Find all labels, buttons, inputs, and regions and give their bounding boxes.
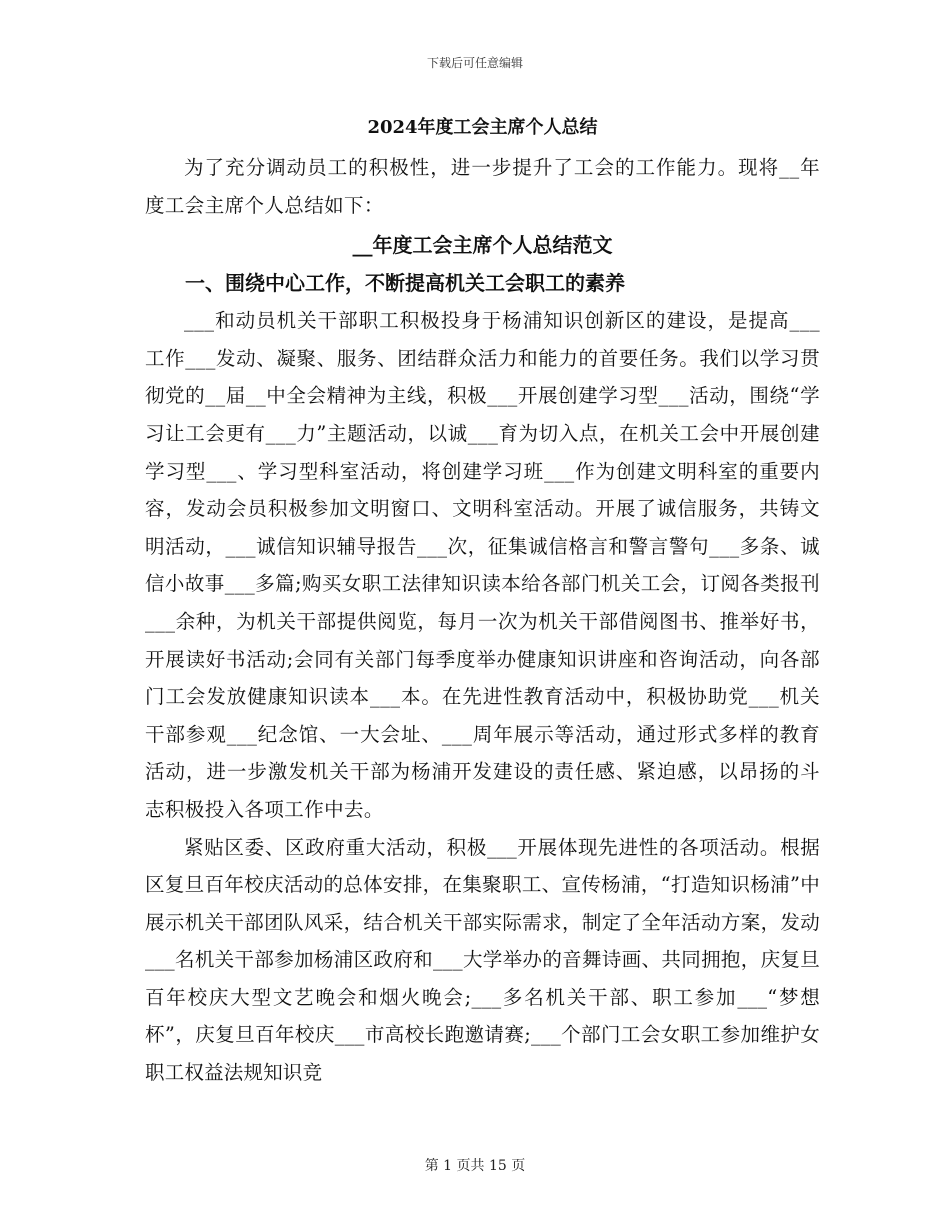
section-heading-1: 一、围绕中心工作，不断提高机关工会职工的素养 (185, 271, 625, 296)
body-paragraph-1: ___和动员机关干部职工积极投身于杨浦知识创新区的建设，是提高___工作___发动、凝聚、服务、团结群众活力和能力的首要任务。我们以学习贯彻党的__届__中全会精神为主线，积极___开展创建学习型___活动，围绕“学习让工会更有___力”主题活动，以诚___育为切入点，在机关工会中开展创建学习型___、学习型科室活动，将创建学习班___作为创建文明科室的重要内容，发动会员积极参加文明窗口、文明科室活动。开展了诚信服务，共铸文明活动，___诚信知识辅导报告___次，征集诚信格言和警言警句___多条、诚信小故事___多篇;购买女职工法律知识读本给各部门机关工会，订阅各类报刊___余种，为机关干部提供阅览，每月一次为机关干部借阅图书、推举好书，开展读好书活动;会同有关部门每季度举办健康知识讲座和咨询活动，向各部门工会发放健康知识读本___本。在先进性教育活动中，积极协助党___机关干部参观___纪念馆、一大会址、___周年展示等活动，通过形式多样的教育活动，进一步激发机关干部为杨浦开发建设的责任感、紧迫感，以昂扬的斗志积极投入各项工作中去。 (145, 309, 820, 821)
document-body (145, 112, 820, 1092)
document-title: 2024年度工会主席个人总结 (367, 117, 598, 138)
body-paragraph-2: 紧贴区委、区政府重大活动，积极___开展体现先进性的各项活动。根据区复旦百年校庆活动的总体安排，在集聚职工、宣传杨浦，“打造知识杨浦”中展示机关干部团队风采，结合机关干部实际需求，制定了全年活动方案，发动___名机关干部参加杨浦区政府和___大学举办的音舞诗画、共同拥抱，庆复旦百年校庆大型文艺晚会和烟火晚会;___多名机关干部、职工参加___“梦想杯”，庆复旦百年校庆___市高校长跑邀请赛;___个部门工会女职工参加维护女职工权益法规知识竞 (145, 835, 820, 1085)
document-subtitle: __年度工会主席个人总结范文 (352, 233, 613, 258)
page-number: 第 1 页共 15 页 (424, 1158, 526, 1174)
intro-paragraph: 为了充分调动员工的积极性，进一步提升了工会的工作能力。现将__年度工会主席个人总结如下： (145, 156, 820, 217)
header-note: 下载后可任意编辑 (426, 56, 523, 70)
